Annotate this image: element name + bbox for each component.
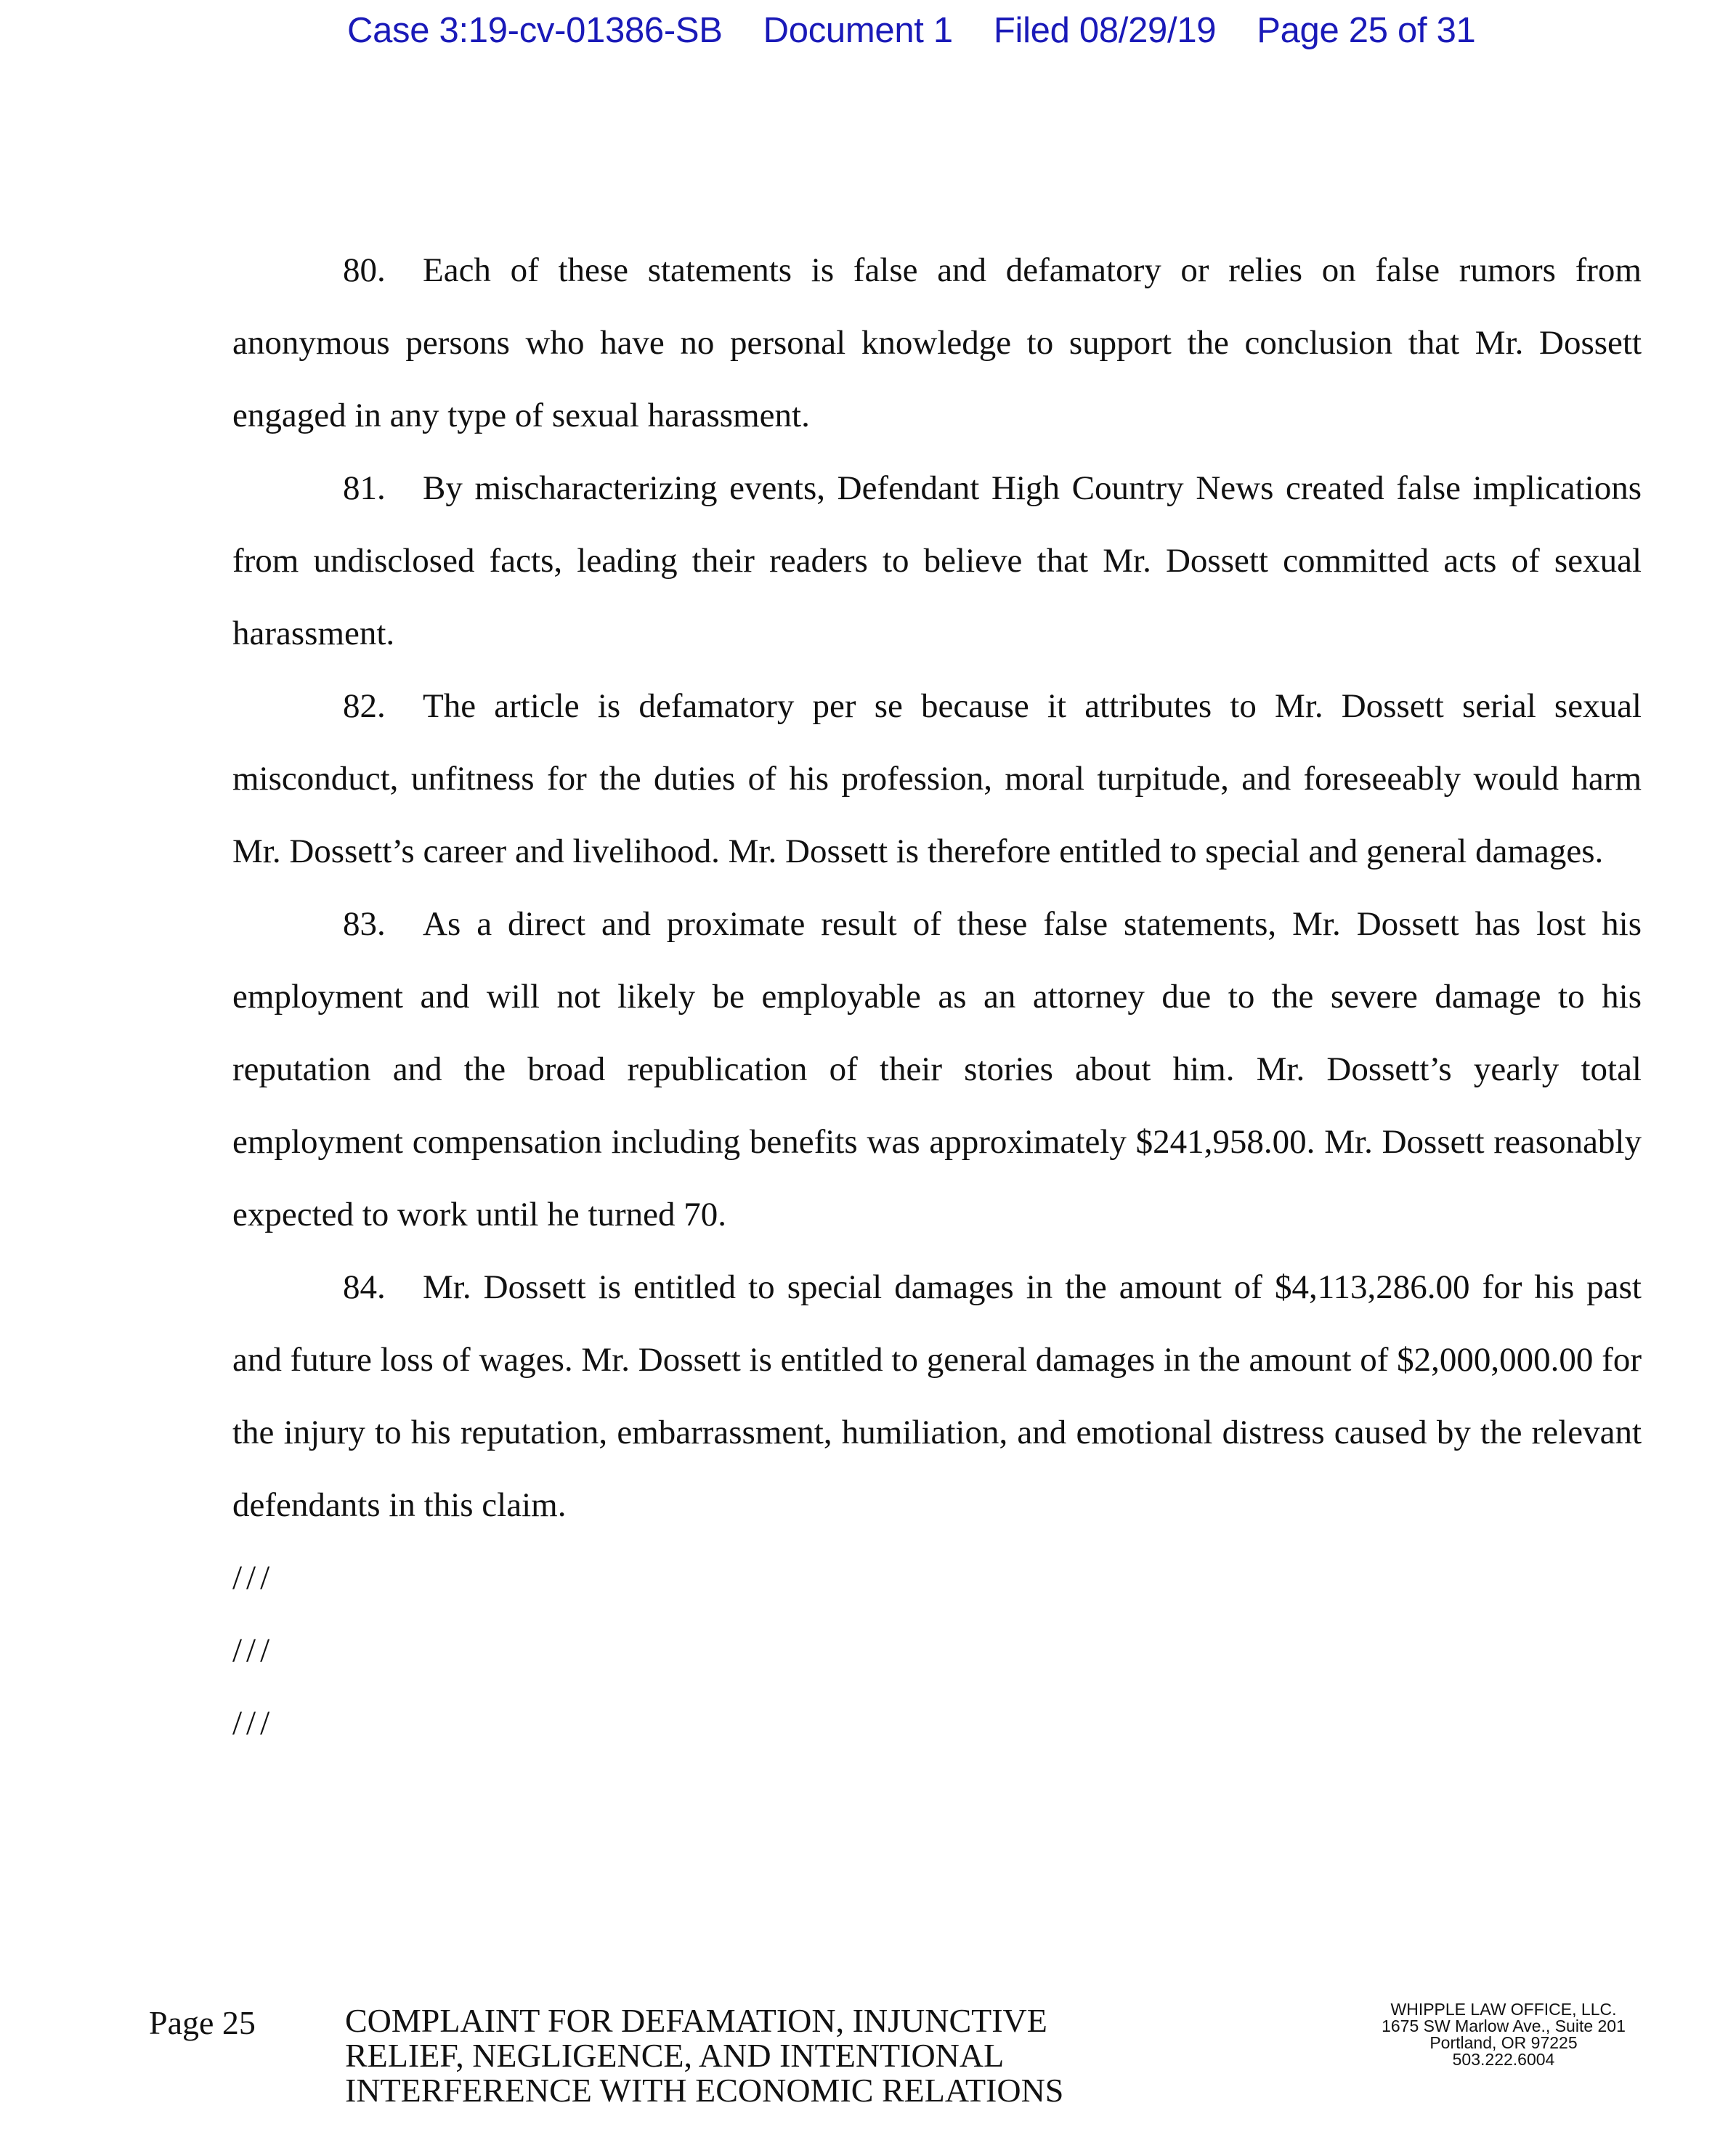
paragraph-80	[232, 234, 1642, 452]
footer-page-label: Page 25	[149, 2004, 256, 2041]
footer-title-line: RELIEF, NEGLIGENCE, AND INTENTIONAL	[345, 2037, 1005, 2074]
paragraph-number: 81.	[343, 469, 386, 507]
firm-city: Portland, OR 97225	[1429, 2033, 1578, 2052]
page-count: Page 25 of 31	[1257, 11, 1476, 50]
continuation-mark: ///	[232, 1559, 275, 1597]
footer-title-line: COMPLAINT FOR DEFAMATION, INJUNCTIVE	[345, 2002, 1047, 2039]
paragraph-text: As a direct and proximate result of these false statements, Mr. Dossett has lost his employment and will not likely be employable as an attorney due to the severe damage to his reputation and the broad republication of their stories about him. Mr. Dossett’s yearly total employment compensation including benefits was approximately $241,958.00. Mr. Dossett reasonably expected to work until he turned 70.	[232, 905, 1642, 1233]
case-number: Case 3:19-cv-01386-SB	[347, 11, 723, 50]
document-number: Document 1	[763, 11, 953, 50]
ecf-header	[347, 10, 1475, 51]
paragraph-number: 80.	[343, 251, 386, 289]
paragraph-text: Each of these statements is false and defamatory or relies on false rumors from anonymous persons who have no personal knowledge to support the conclusion that Mr. Dossett engaged in any type of sexual harassment.	[232, 251, 1642, 434]
paragraph-number: 82.	[343, 687, 386, 725]
document-body	[232, 234, 1642, 1759]
firm-address: 1675 SW Marlow Ave., Suite 201	[1382, 2017, 1626, 2035]
paragraph-81	[232, 452, 1642, 670]
paragraph-83	[232, 888, 1642, 1251]
footer-law-firm	[1366, 2001, 1642, 2068]
continuation-mark: ///	[232, 1632, 275, 1669]
footer-document-title	[345, 2003, 1063, 2108]
paragraph-84	[232, 1251, 1642, 1541]
filed-date: Filed 08/29/19	[993, 11, 1217, 50]
paragraph-text: Mr. Dossett is entitled to special damages in the amount of $4,113,286.00 for his past and future loss of wages. Mr. Dossett is entitled to general damages in the amount of $2,000,000.00 for the injury to his reputation, embarrassment, humiliation, and emotional distress caused by the relevant defendants in this claim.	[232, 1268, 1642, 1524]
paragraph-number: 83.	[343, 905, 386, 943]
firm-phone: 503.222.6004	[1452, 2050, 1555, 2069]
footer-title-line: INTERFERENCE WITH ECONOMIC RELATIONS	[345, 2072, 1064, 2109]
paragraph-text: By mischaracterizing events, Defendant High Country News created false implications from undisclosed facts, leading their readers to believe that Mr. Dossett committed acts of sexual harassment.	[232, 469, 1642, 652]
paragraph-82	[232, 670, 1642, 888]
continuation-mark: ///	[232, 1704, 275, 1742]
paragraph-text: The article is defamatory per se because it attributes to Mr. Dossett serial sexual misconduct, unfitness for the duties of his profession, moral turpitude, and foreseeably would harm Mr. Dossett’s career and livelihood. Mr. Dossett is therefore entitled to special and general damages.	[232, 687, 1642, 870]
firm-name: WHIPPLE LAW OFFICE, LLC.	[1390, 2000, 1617, 2019]
paragraph-number: 84.	[343, 1268, 386, 1306]
